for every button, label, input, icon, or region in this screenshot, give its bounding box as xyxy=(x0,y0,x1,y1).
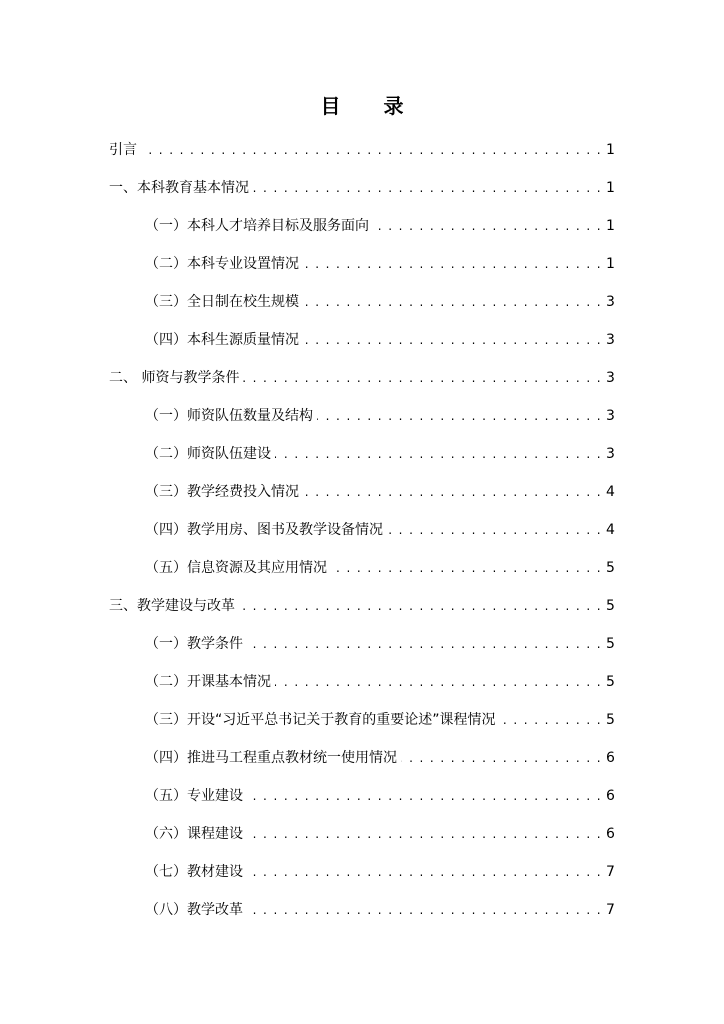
dot-leader xyxy=(303,330,602,350)
toc-entry-label: （三）教学经费投入情况 xyxy=(145,484,299,500)
toc-page-number: 5 xyxy=(606,598,615,614)
toc-entry-section-1-4[interactable] xyxy=(0,321,724,359)
toc-page-number: 1 xyxy=(606,142,615,158)
toc-entry-section-3-5[interactable] xyxy=(0,777,724,815)
dot-leader xyxy=(247,634,602,654)
toc-entry-section-3-7[interactable] xyxy=(0,853,724,891)
toc-page-number: 5 xyxy=(606,674,615,690)
toc-entry-label: （三）开设“习近平总书记关于教育的重要论述”课程情况 xyxy=(145,712,496,728)
dot-leader xyxy=(239,596,602,616)
toc-entry-label: （一）师资队伍数量及结构 xyxy=(145,408,313,424)
toc-entry-section-1-3[interactable] xyxy=(0,283,724,321)
toc-page-number: 6 xyxy=(606,788,615,804)
toc-entry-section-3-3[interactable] xyxy=(0,701,724,739)
dot-leader xyxy=(247,786,602,806)
toc-page-number: 5 xyxy=(606,560,615,576)
toc-entry-label: （七）教材建设 xyxy=(145,864,243,880)
toc-entry-section-2-4[interactable] xyxy=(0,511,724,549)
toc-entry-section-1-2[interactable] xyxy=(0,245,724,283)
toc-page-number: 3 xyxy=(606,294,615,310)
toc-entry-section-3-4[interactable] xyxy=(0,739,724,777)
toc-entry-section-3-1[interactable] xyxy=(0,625,724,663)
toc-entry-section-2-3[interactable] xyxy=(0,473,724,511)
dot-leader xyxy=(247,862,602,882)
toc-entry-label: （五）专业建设 xyxy=(145,788,243,804)
toc-entry-label: （六）课程建设 xyxy=(145,826,243,842)
dot-leader xyxy=(247,824,602,844)
dot-leader xyxy=(387,520,602,540)
toc-entry-label: 二、 师资与教学条件 xyxy=(109,370,240,386)
toc-page-number: 3 xyxy=(606,446,615,462)
toc-entry-section-1-1[interactable] xyxy=(0,207,724,245)
toc-page-number: 3 xyxy=(606,408,615,424)
toc-entry-label: （二）本科专业设置情况 xyxy=(145,256,299,272)
dot-leader xyxy=(303,482,602,502)
dot-leader xyxy=(500,710,602,730)
toc-page-number: 5 xyxy=(606,712,615,728)
toc-page-number: 4 xyxy=(606,484,615,500)
dot-leader xyxy=(141,140,602,160)
toc-entry-label: （五）信息资源及其应用情况 xyxy=(145,560,327,576)
dot-leader xyxy=(275,444,602,464)
toc-entry-introduction[interactable] xyxy=(0,131,724,169)
dot-leader xyxy=(303,254,602,274)
toc-entry-label: 一、本科教育基本情况 xyxy=(109,180,249,196)
toc-entry-label: （一）本科人才培养目标及服务面向 xyxy=(145,218,369,234)
toc-page-number: 6 xyxy=(606,750,615,766)
dot-leader xyxy=(275,672,602,692)
toc-page-number: 7 xyxy=(606,864,615,880)
toc-entry-section-2[interactable] xyxy=(0,359,724,397)
toc-entry-label: （四）教学用房、图书及教学设备情况 xyxy=(145,522,383,538)
toc-entry-section-3[interactable] xyxy=(0,587,724,625)
toc-entry-section-2-1[interactable] xyxy=(0,397,724,435)
dot-leader xyxy=(253,178,602,198)
dot-leader xyxy=(331,558,602,578)
toc-entry-label: （八）教学改革 xyxy=(145,902,243,918)
toc-entry-label: 三、教学建设与改革 xyxy=(109,598,235,614)
toc-entry-label: （二）开课基本情况 xyxy=(145,674,271,690)
toc-page-number: 3 xyxy=(606,370,615,386)
toc-entry-section-2-2[interactable] xyxy=(0,435,724,473)
toc-page-number: 1 xyxy=(606,256,615,272)
dot-leader xyxy=(303,292,602,312)
dot-leader xyxy=(373,216,602,236)
toc-entry-section-3-6[interactable] xyxy=(0,815,724,853)
dot-leader xyxy=(243,368,602,388)
toc-entry-section-3-8[interactable] xyxy=(0,891,724,929)
toc-page-number: 4 xyxy=(606,522,615,538)
toc-entry-label: （四）推进马工程重点教材统一使用情况 xyxy=(145,750,397,766)
toc-page-number: 1 xyxy=(606,218,615,234)
toc-page-number: 5 xyxy=(606,636,615,652)
dot-leader xyxy=(401,748,602,768)
toc-entry-label: 引言 xyxy=(109,142,137,158)
toc-entry-section-1[interactable] xyxy=(0,169,724,207)
toc-entry-label: （二）师资队伍建设 xyxy=(145,446,271,462)
toc-entry-label: （一）教学条件 xyxy=(145,636,243,652)
toc-entry-label: （三）全日制在校生规模 xyxy=(145,294,299,310)
toc-entry-section-3-2[interactable] xyxy=(0,663,724,701)
toc-title: 目 录 xyxy=(320,94,422,118)
toc-entry-section-2-5[interactable] xyxy=(0,549,724,587)
toc-page-number: 6 xyxy=(606,826,615,842)
toc-page-number: 1 xyxy=(606,180,615,196)
dot-leader xyxy=(247,900,602,920)
dot-leader xyxy=(317,406,602,426)
toc-entry-label: （四）本科生源质量情况 xyxy=(145,332,299,348)
toc-page-number: 7 xyxy=(606,902,615,918)
table-of-contents xyxy=(0,131,724,929)
toc-page-number: 3 xyxy=(606,332,615,348)
